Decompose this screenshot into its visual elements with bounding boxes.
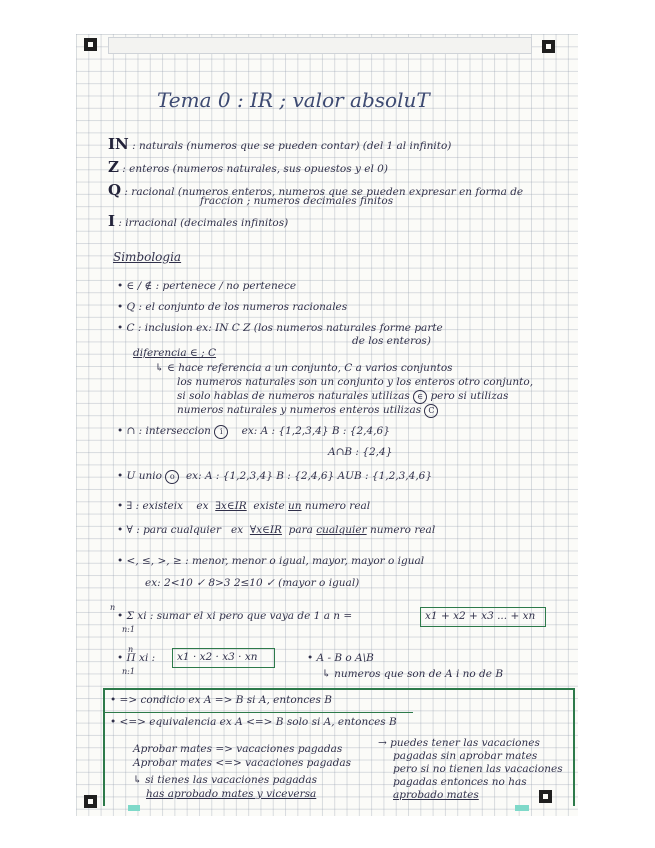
diferencia-text: diferencia ∈ ; C <box>133 347 217 359</box>
resta-text: • A - B o A\B <box>307 652 374 664</box>
green-rule-right <box>573 688 575 806</box>
circled-o: o <box>165 470 179 484</box>
interseccion-result: A∩B : {2,4} <box>328 446 393 458</box>
teal-mark-right <box>515 805 529 811</box>
green-rule-left <box>103 688 105 806</box>
corner-mark-top-right <box>542 40 555 53</box>
corner-mark-top-left <box>84 38 97 51</box>
suma-line: • Σ xi : sumar el xi pero que vaya de 1 a n = <box>117 610 353 622</box>
interseccion-line: • ∩ : interseccion i ex: A : {1,2,3,4} B : {2,4,6} <box>117 425 390 437</box>
union-line: • U unio o ex: A : {1,2,3,4} B : {2,4,6} AUB : {1,2,3,4,6} <box>117 470 433 482</box>
enteros-symbol: Z <box>108 158 119 176</box>
q-conjunto-line: • Q : el conjunto de los numeros racionales <box>117 301 348 313</box>
interseccion-text: ∩ : interseccion <box>126 425 211 437</box>
prod-result: x1 · x2 · x3 · xn <box>177 651 258 663</box>
result-2: pagadas sin aprobar mates <box>393 750 538 762</box>
para-result-2: numero real <box>369 524 436 536</box>
diferencia-text-3b: pero si utilizas <box>430 390 509 402</box>
resta-line-2: ↳ numeros que son de A i no de B <box>322 668 504 680</box>
naturals-line <box>108 135 451 153</box>
irracional-text: : irracional (decimales infinitos) <box>118 217 289 229</box>
suma-sup: n <box>110 603 116 612</box>
diferencia-text-4: numeros naturales y numeros enteros utilizas <box>177 404 422 416</box>
pertenece-line: • ∈ / ∉ : pertenece / no pertenece <box>117 280 297 292</box>
circled-e: ∈ <box>413 390 427 404</box>
para-line: • ∀ : para cualquier ex ∀x∈IR para cualquier numero real <box>117 524 436 536</box>
aprobar-3: si tienes las vacaciones pagadas <box>145 774 317 786</box>
q-conjunto-text: Q : el conjunto de los numeros racionales <box>126 301 348 313</box>
existe-text: ∃ : existeix <box>126 500 184 512</box>
menor-line: • <, ≤, >, ≥ : menor, menor o igual, mayor, mayor o igual <box>117 555 425 567</box>
existe-result: existe <box>253 500 285 512</box>
menor-example: ex: 2<10 ✓ 8>3 2≤10 ✓ (mayor o igual) <box>145 577 360 589</box>
prod-sup: n <box>128 645 134 654</box>
inclusion-line: • C : inclusion ex: IN C Z (los numeros naturales forme parte <box>117 322 443 334</box>
menor-text: <, ≤, >, ≥ : menor, menor o igual, mayor, mayor o igual <box>126 555 425 567</box>
circled-i: i <box>214 425 228 439</box>
page-title: Tema 0 : IR ; valor absoluT <box>157 88 430 112</box>
inclusion-text: C : inclusion ex: IN C Z (los numeros naturales forme parte <box>126 322 443 334</box>
para-text: ∀ : para cualquier <box>126 524 222 536</box>
racional-symbol: Q <box>108 181 122 199</box>
racional-text-2: fraccion ; numeros decimales finitos <box>200 195 394 207</box>
circled-c: C <box>424 404 438 418</box>
union-example: ex: A : {1,2,3,4} B : {2,4,6} AUB : {1,2,3,4,6} <box>185 470 433 482</box>
condicio-text: => condicio ex A => B si A, entonces B <box>119 694 332 706</box>
result-4: pagadas entonces no has <box>393 776 527 788</box>
green-rule-mid <box>103 712 413 713</box>
result-5: aprobado mates <box>393 789 479 801</box>
existe-ex-label: ex <box>196 500 209 512</box>
para-cualquier: cualquier <box>316 524 367 536</box>
result-1: → puedes tener las vacaciones <box>378 737 540 749</box>
diferencia-line-4 <box>177 404 438 418</box>
corner-mark-bottom-right <box>539 790 552 803</box>
naturals-symbol: IN <box>108 135 129 153</box>
corner-mark-bottom-left <box>84 795 97 808</box>
suma-result: x1 + x2 + x3 ... + xn <box>425 610 536 622</box>
equiv-text: <=> equivalencia ex A <=> B solo si A, entonces B <box>119 716 397 728</box>
diferencia-text-3: si solo hablas de numeros naturales utilizas <box>177 390 410 402</box>
condicio-line: • => condicio ex A => B si A, entonces B <box>110 694 332 706</box>
teal-mark-left <box>128 805 140 811</box>
aprobar-4: has aprobado mates y viceversa <box>146 788 317 800</box>
diferencia-text-1: ∈ hace referencia a un conjunto, C a varios conjuntos <box>167 362 453 374</box>
aprobar-1: Aprobar mates => vacaciones pagadas <box>133 743 343 755</box>
para-ex-label: ex <box>231 524 244 536</box>
aprobar-2: Aprobar mates <=> vacaciones pagadas <box>133 757 352 769</box>
diferencia-line-1: ↳ ∈ hace referencia a un conjunto, C a varios conjuntos <box>155 362 453 374</box>
para-formula: ∀x∈IR <box>249 524 282 536</box>
diferencia-text-2: los numeros naturales son un conjunto y los enteros otro conjunto, <box>177 376 534 388</box>
existe-un: un <box>288 500 302 512</box>
page-header-band <box>108 37 532 54</box>
suma-text: Σ xi : sumar el xi pero que vaya de 1 a n = <box>126 610 353 622</box>
racional-text: : racional (numeros enteros, numeros que se pueden expresar en forma de <box>124 186 524 198</box>
union-text: U unio <box>126 470 162 482</box>
existe-result-2: numero real <box>304 500 371 512</box>
resta-text-2: numeros que son de A i no de B <box>334 668 504 680</box>
suma-sub: n:1 <box>122 625 135 634</box>
para-result: para <box>288 524 313 536</box>
prod-sub: n:1 <box>122 667 135 676</box>
prod-text: Π xi : <box>126 652 156 664</box>
enteros-text: : enteros (numeros naturales, sus opuestos y el 0) <box>122 163 388 175</box>
simbologia-heading: Simbologia <box>113 250 182 264</box>
equiv-line: • <=> equivalencia ex A <=> B solo si A, entonces B <box>110 716 397 728</box>
inclusion-text-2: de los enteros) <box>352 335 431 347</box>
interseccion-example: ex: A : {1,2,3,4} B : {2,4,6} <box>241 425 390 437</box>
irracional-line <box>108 212 288 230</box>
pertenece-text: ∈ / ∉ : pertenece / no pertenece <box>126 280 297 292</box>
enteros-line <box>108 158 388 176</box>
prod-line: • Π xi : <box>117 652 156 664</box>
existe-formula: ∃x∈IR <box>215 500 247 512</box>
irracional-symbol: I <box>108 212 116 230</box>
naturals-text: : naturals (numeros que se pueden contar) (del 1 al infinito) <box>132 140 452 152</box>
result-3: pero si no tienen las vacaciones <box>393 763 563 775</box>
diferencia-line-3 <box>177 390 508 404</box>
aprobar-3-line: ↳ si tienes las vacaciones pagadas <box>133 774 317 786</box>
existe-line: • ∃ : existeix ex ∃x∈IR existe un numero real <box>117 500 371 512</box>
green-rule-top <box>103 688 575 690</box>
